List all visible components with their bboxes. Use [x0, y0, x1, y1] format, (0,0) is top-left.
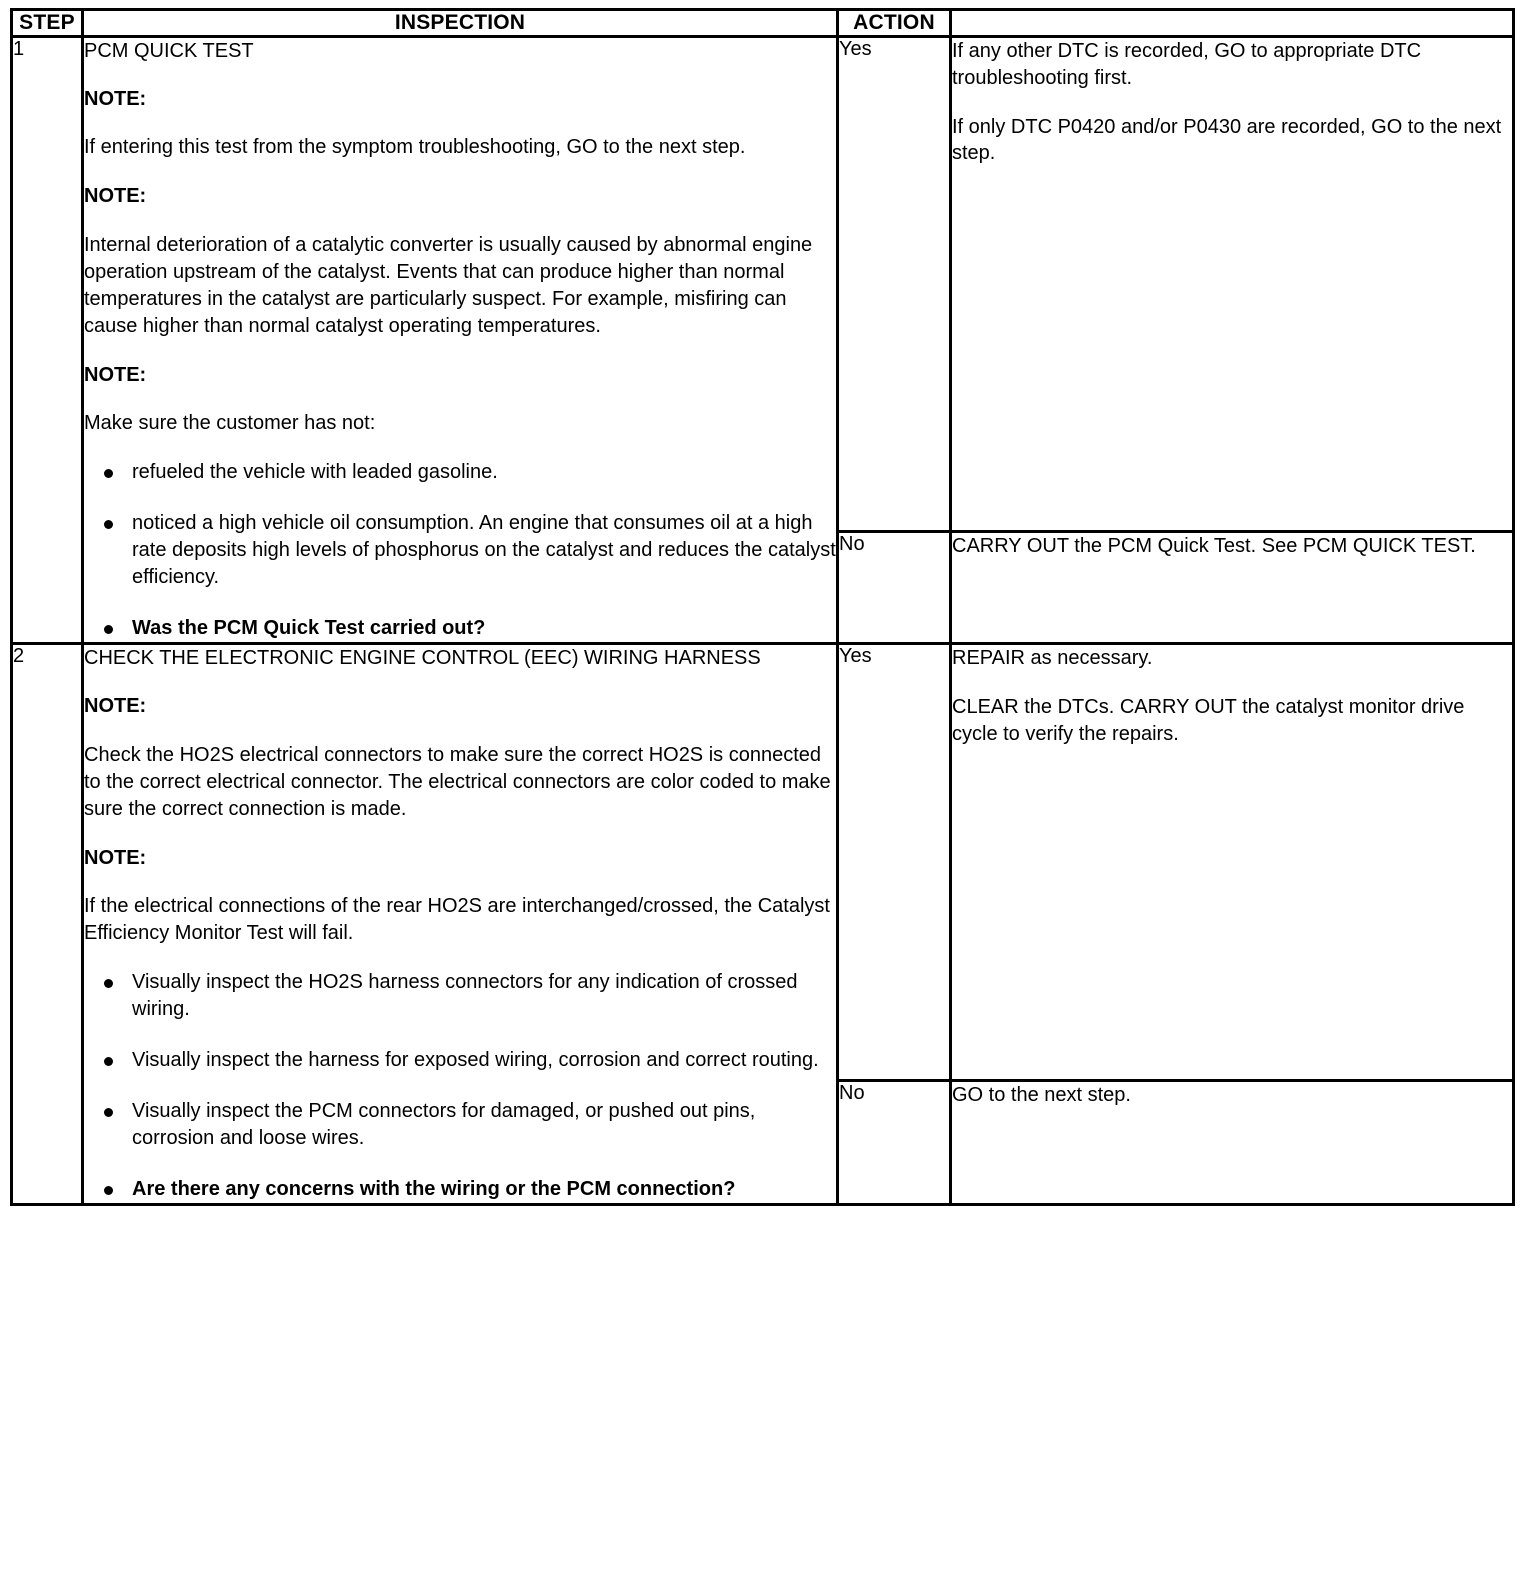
action-cell	[951, 37, 1514, 532]
step-number: 2	[12, 644, 83, 1205]
action-text: GO to the next step.	[952, 1084, 1131, 1107]
inspection-cell	[83, 37, 838, 644]
list-item: Visually inspect the harness for exposed wiring, corrosion and correct routing.	[132, 1047, 836, 1074]
outcome-label-no: No	[838, 532, 951, 644]
table-header	[12, 10, 1514, 37]
note-text: If entering this test from the symptom troubleshooting, GO to the next step.	[84, 136, 746, 159]
list-item: Visually inspect the PCM connectors for damaged, or pushed out pins, corrosion and loose wires.	[132, 1098, 836, 1152]
inspection-title: CHECK THE ELECTRONIC ENGINE CONTROL (EEC) WIRING HARNESS	[84, 647, 761, 670]
note-label: NOTE:	[84, 695, 147, 718]
table-body	[12, 37, 1514, 1205]
list-item: noticed a high vehicle oil consumption. An engine that consumes oil at a high rate deposits high levels of phosphorus on the catalyst and reduces the catalyst efficiency.	[132, 510, 836, 591]
note-label: NOTE:	[84, 185, 147, 208]
list-item: refueled the vehicle with leaded gasoline.	[132, 459, 836, 486]
step-number: 1	[12, 37, 83, 644]
action-text: REPAIR as necessary.	[952, 647, 1153, 670]
inspection-bullet-list	[84, 459, 836, 642]
action-text: If only DTC P0420 and/or P0430 are recorded, GO to the next step.	[952, 115, 1502, 165]
note-text: Internal deterioration of a catalytic converter is usually caused by abnormal engine operation upstream of the catalyst. Events that can produce higher than normal temperatures in the catalyst are particularly suspect. For example, misfiring can cause higher than normal catalyst operating temperatures.	[84, 233, 813, 337]
column-header-step: STEP	[12, 10, 83, 37]
action-text: If any other DTC is recorded, GO to appropriate DTC troubleshooting first.	[952, 40, 1422, 89]
table-header-row	[12, 10, 1514, 37]
note-label: NOTE:	[84, 846, 147, 869]
action-cell	[951, 1081, 1514, 1205]
list-item-question: Are there any concerns with the wiring or the PCM connection?	[132, 1176, 836, 1203]
table-row	[12, 644, 1514, 1081]
action-text: CLEAR the DTCs. CARRY OUT the catalyst monitor drive cycle to verify the repairs.	[952, 695, 1465, 745]
inspection-title: PCM QUICK TEST	[84, 40, 254, 62]
note-text: If the electrical connections of the rear HO2S are interchanged/crossed, the Catalyst Efficiency Monitor Test will fail.	[84, 894, 830, 944]
inspection-bullet-list	[84, 969, 836, 1203]
column-header-action: ACTION	[838, 10, 951, 37]
list-item: Visually inspect the HO2S harness connectors for any indication of crossed wiring.	[132, 969, 836, 1023]
note-label: NOTE:	[84, 88, 147, 110]
action-text: CARRY OUT the PCM Quick Test. See PCM QUICK TEST.	[952, 535, 1476, 558]
list-item-question: Was the PCM Quick Test carried out?	[132, 615, 836, 642]
inspection-cell	[83, 644, 838, 1205]
outcome-label-yes: Yes	[838, 644, 951, 1081]
note-text: Check the HO2S electrical connectors to make sure the correct HO2S is connected to the correct electrical connector. The electrical connectors are color coded to make sure the correct connection is made.	[84, 743, 831, 820]
action-cell	[951, 532, 1514, 644]
column-header-inspection: INSPECTION	[83, 10, 838, 37]
action-cell	[951, 644, 1514, 1081]
outcome-label-no: No	[838, 1081, 951, 1205]
outcome-label-yes: Yes	[838, 37, 951, 532]
note-text: Make sure the customer has not:	[84, 412, 376, 435]
note-label: NOTE:	[84, 363, 147, 386]
table-row	[12, 37, 1514, 532]
column-header-blank	[951, 10, 1514, 37]
troubleshooting-table	[10, 8, 1515, 1206]
